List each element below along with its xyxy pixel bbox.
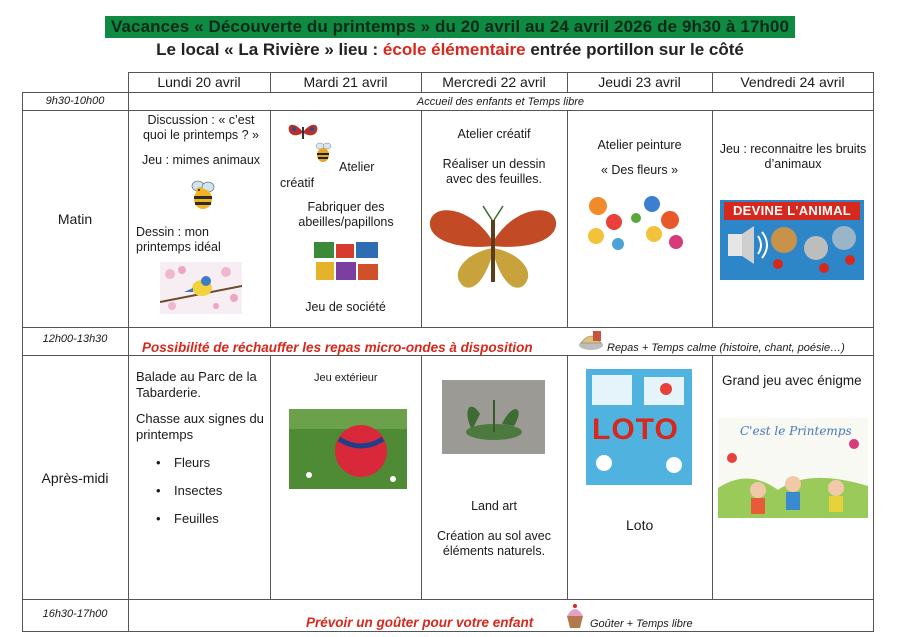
lundi-item-feuilles: • Feuilles [174, 511, 219, 526]
time-repas: 12h00-13h30 [42, 333, 108, 345]
subtitle-before: Le local « La Rivière » lieu : [156, 40, 383, 59]
loto-logo: LOTO [592, 413, 679, 446]
grid-line [421, 355, 422, 599]
bee-small-icon [312, 140, 334, 169]
subtitle-highlight: école élémentaire [382, 40, 526, 59]
printemps-poster-icon [718, 418, 868, 518]
bird-blossom-icon [160, 262, 242, 319]
mardi-atelier: Atelier [339, 160, 375, 174]
printemps-poster-title: C'est le Printemps [740, 424, 852, 438]
lundi-dessin: Dessin : mon printemps idéal [136, 225, 221, 254]
lundi-balade: Balade au Parc de la Tabarderie. [136, 369, 257, 400]
lundi-discussion: Discussion : « c’est quoi le printemps ? » [142, 113, 260, 142]
page-subtitle [0, 40, 900, 60]
mardi-creatif: créatif [280, 176, 315, 190]
grid-line [567, 355, 568, 599]
grid-line [22, 110, 873, 111]
microwave-meal-icon [577, 325, 605, 358]
vendredi-jeu: Jeu : reconnaitre les bruits d’animaux [719, 142, 867, 171]
day-header-mardi: Mardi 21 avril [303, 74, 388, 90]
lundi-chasse: Chasse aux signes du printemps [136, 411, 264, 442]
jeudi-atelier: Atelier peinture [597, 138, 682, 152]
devine-animal-logo: DEVINE L'ANIMAL [724, 202, 860, 220]
row-label-matin: Matin [57, 211, 93, 227]
bee-icon [184, 177, 220, 218]
board-games-icon [312, 240, 382, 289]
mardi-fabriquer: Fabriquer des abeilles/papillons [298, 200, 394, 229]
repas-banner: Possibilité de réchauffer les repas micro-ondes à disposition [142, 340, 533, 355]
repas-text: Repas + Temps calme (histoire, chant, poésie…) [607, 342, 845, 354]
mardi-jeu: Jeu de société [305, 300, 386, 314]
grid-line [22, 92, 23, 632]
lundi-jeu: Jeu : mimes animaux [141, 153, 261, 167]
lundi-item-fleurs: • Fleurs [174, 455, 210, 470]
vendredi-grand-jeu: Grand jeu avec énigme [722, 373, 862, 388]
subtitle-after: entrée portillon sur le côté [525, 40, 744, 59]
grid-line [22, 327, 873, 328]
grid-line [22, 92, 873, 93]
leaf-butterfly-icon [428, 202, 558, 297]
jeudi-loto: Loto [626, 517, 654, 533]
grid-line [712, 110, 713, 327]
lundi-item-insectes: • Insectes [174, 483, 222, 498]
mercredi-land-art: Land art [471, 499, 517, 513]
grid-line [421, 110, 422, 327]
jeudi-fleurs: « Des fleurs » [600, 163, 679, 177]
time-accueil: 9h30-10h00 [45, 95, 105, 107]
day-header-jeudi: Jeudi 23 avril [598, 74, 681, 90]
land-art-photo-icon [442, 380, 545, 459]
mercredi-atelier: Atelier créatif [457, 127, 531, 141]
loto-icon [586, 369, 692, 485]
gouter-banner: Prévoir un goûter pour votre enfant [306, 615, 534, 630]
grid-line [22, 631, 873, 632]
mercredi-realiser: Réaliser un dessin avec des feuilles. [442, 157, 546, 186]
grid-line [712, 355, 713, 599]
grid-line [270, 355, 271, 599]
time-gouter: 16h30-17h00 [42, 608, 108, 620]
mercredi-creation: Création au sol avec éléments naturels. [437, 529, 551, 558]
flower-painting-icon [584, 192, 690, 257]
ball-photo-icon [289, 409, 407, 494]
day-header-vendredi: Vendredi 24 avril [740, 74, 845, 90]
page-title: Vacances « Découverte du printemps » du 20 avril au 24 avril 2026 de 9h30 à 17h00 [105, 16, 795, 38]
gouter-text: Goûter + Temps libre [590, 618, 693, 630]
day-header-lundi: Lundi 20 avril [157, 74, 241, 90]
grid-line [128, 72, 129, 632]
day-header-mercredi: Mercredi 22 avril [442, 74, 546, 90]
devine-animal-icon [720, 200, 864, 280]
mardi-jeu-exterieur: Jeu extérieur [314, 372, 378, 384]
grid-line [22, 599, 873, 600]
cupcake-icon [563, 600, 587, 635]
title-wrap [0, 16, 900, 38]
grid-line [873, 72, 874, 632]
grid-line [270, 110, 271, 327]
accueil-text: Accueil des enfants et Temps libre [416, 96, 585, 108]
row-label-apres-midi: Après-midi [41, 470, 109, 486]
